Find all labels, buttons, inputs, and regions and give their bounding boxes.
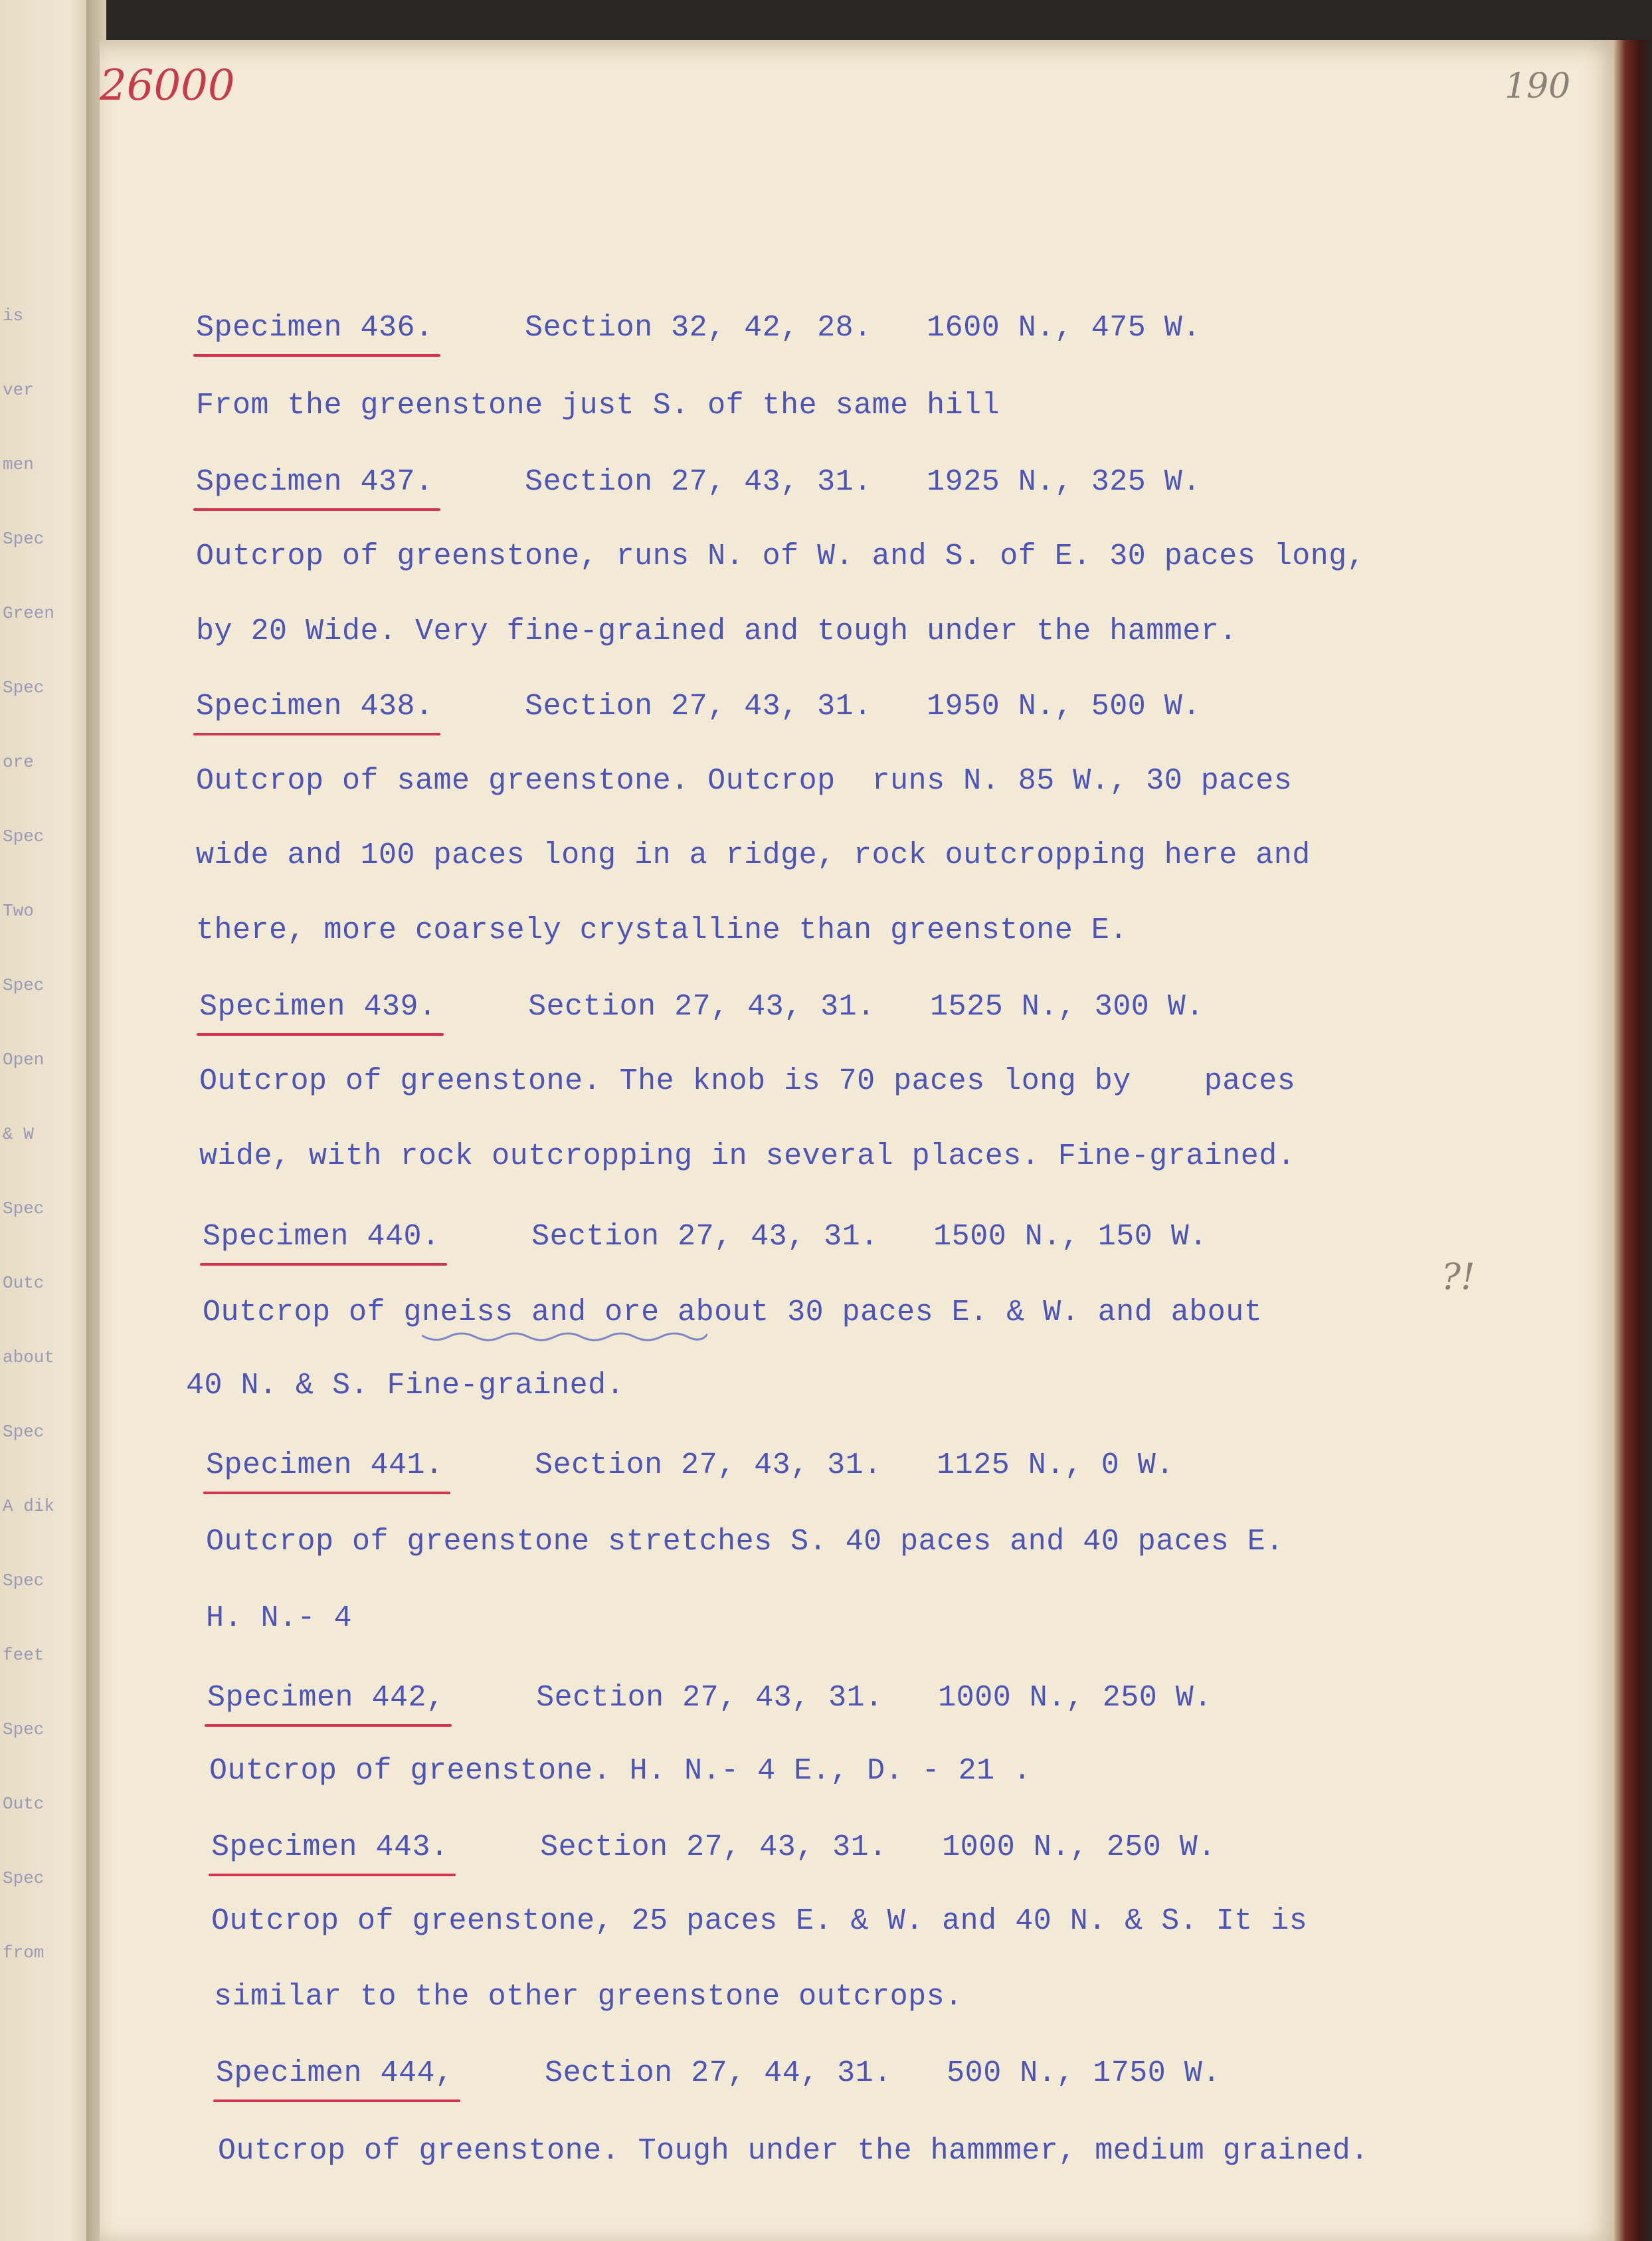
description-line	[199, 1139, 1295, 1173]
description-text: From the greenstone just S. of the same hill	[196, 389, 1000, 423]
section-location: Section 27, 43, 31. 1125 N., 0 W.	[443, 1448, 1174, 1482]
description-text: Outcrop of greenstone. Tough under the hammmer, medium grained.	[218, 2134, 1369, 2168]
description-text: Outcrop of same greenstone. Outcrop runs N. 85 W., 30 paces	[196, 764, 1293, 798]
description-line	[196, 539, 1365, 573]
specimen-label: Specimen 443.	[211, 1830, 449, 1864]
handwritten-top-number: 26000	[100, 61, 235, 110]
description-text: similar to the other greenstone outcrops.	[214, 1980, 963, 2014]
margin-note: ?!	[1441, 1256, 1475, 1298]
description-line	[209, 1754, 1032, 1788]
specimen-header-line	[207, 1681, 1212, 1715]
description-text: 40 N. & S. Fine-grained.	[186, 1369, 625, 1403]
specimen-label: Specimen 444,	[216, 2056, 454, 2090]
left-page-snippet: ver	[3, 380, 34, 400]
description-line	[196, 914, 1128, 947]
left-page-snippet: Green	[3, 603, 55, 623]
specimen-label: Specimen 441.	[206, 1448, 444, 1482]
left-page-snippet: Outc	[3, 1273, 45, 1293]
description-line	[211, 1904, 1307, 1938]
specimen-header-line	[216, 2056, 1221, 2090]
description-line	[186, 1369, 624, 1403]
section-location: Section 27, 43, 31. 1000 N., 250 W.	[444, 1681, 1212, 1715]
specimen-header-line	[196, 690, 1201, 724]
description-line	[196, 838, 1311, 872]
left-page-snippet: Spec	[3, 1422, 45, 1442]
description-line	[203, 1296, 1262, 1329]
description-text: Outcrop of greenstone stretches S. 40 paces and 40 paces E.	[206, 1525, 1284, 1559]
section-location: Section 27, 43, 31. 1950 N., 500 W.	[433, 690, 1201, 724]
description-line	[199, 1064, 1295, 1098]
specimen-label: Specimen 437.	[196, 465, 434, 499]
left-page-snippet: Outc	[3, 1794, 45, 1814]
description-text: Outcrop of greenstone, 25 paces E. & W. and 40 N. & S. It is	[211, 1904, 1308, 1938]
description-text: H. N.- 4	[206, 1601, 353, 1635]
left-page-snippet: Spec	[3, 975, 45, 995]
specimen-label: Specimen 439.	[199, 990, 437, 1024]
specimen-header-line	[196, 465, 1201, 499]
left-page-snippet: A dik	[3, 1496, 55, 1516]
left-page-snippet: & W	[3, 1124, 34, 1144]
section-location: Section 27, 44, 31. 500 N., 1750 W.	[453, 2056, 1221, 2090]
description-line	[196, 615, 1238, 648]
description-text: Outcrop of greenstone, runs N. of W. and S. of E. 30 paces long,	[196, 539, 1366, 573]
section-location: Section 27, 43, 31. 1925 N., 325 W.	[433, 465, 1201, 499]
section-location: Section 27, 43, 31. 1000 N., 250 W.	[448, 1830, 1216, 1864]
left-page-snippet: about	[3, 1347, 55, 1367]
left-page-snippet: Spec	[3, 1199, 45, 1218]
left-page-snippet: is	[3, 306, 24, 326]
left-page-snippet: Spec	[3, 678, 45, 698]
specimen-label: Specimen 436.	[196, 311, 434, 345]
left-page-snippet: Spec	[3, 1719, 45, 1739]
left-page-snippet: Spec	[3, 529, 45, 549]
specimen-label: Specimen 442,	[207, 1681, 445, 1715]
left-page-snippet: Open	[3, 1050, 45, 1070]
left-page-snippet: from	[3, 1943, 45, 1963]
specimen-header-line	[196, 311, 1201, 345]
left-page-snippet: ore	[3, 752, 34, 772]
specimen-header-line	[206, 1448, 1174, 1482]
left-page-text	[3, 306, 82, 2017]
specimen-header-line	[203, 1220, 1208, 1254]
section-location: Section 27, 43, 31. 1525 N., 300 W.	[436, 990, 1204, 1024]
left-page-snippet: feet	[3, 1645, 45, 1665]
left-page-snippet: men	[3, 454, 34, 474]
left-page-snippet: Spec	[3, 827, 45, 846]
specimen-header-line	[199, 990, 1204, 1024]
page-edge-binding	[1614, 40, 1652, 2241]
page-number: 190	[1505, 66, 1571, 106]
left-page-snippet: Spec	[3, 1868, 45, 1888]
description-line	[196, 764, 1292, 798]
description-line	[218, 2134, 1369, 2168]
description-text: wide, with rock outcropping in several places. Fine-grained.	[199, 1139, 1296, 1173]
description-line	[206, 1601, 352, 1635]
left-page-snippet: Two	[3, 901, 34, 921]
specimen-label: Specimen 438.	[196, 690, 434, 724]
left-page-edge	[0, 0, 100, 2241]
description-line	[214, 1980, 963, 2014]
description-text: Outcrop of gneiss and ore about 30 paces E. & W. and about	[203, 1296, 1263, 1329]
section-location: Section 32, 42, 28. 1600 N., 475 W.	[433, 311, 1201, 345]
description-line	[196, 389, 1000, 423]
description-line	[206, 1525, 1284, 1559]
specimen-label: Specimen 440.	[203, 1220, 440, 1254]
description-text: Outcrop of greenstone. The knob is 70 paces long by paces	[199, 1064, 1296, 1098]
description-text: by 20 Wide. Very fine-grained and tough under the hammer.	[196, 615, 1238, 648]
description-text: there, more coarsely crystalline than greenstone E.	[196, 914, 1128, 947]
left-page-snippet: Spec	[3, 1571, 45, 1591]
wavy-underline	[422, 1330, 707, 1345]
specimen-header-line	[211, 1830, 1216, 1864]
description-text: wide and 100 paces long in a ridge, rock outcropping here and	[196, 838, 1311, 872]
description-text: Outcrop of greenstone. H. N.- 4 E., D. - 21 .	[209, 1754, 1032, 1788]
section-location: Section 27, 43, 31. 1500 N., 150 W.	[440, 1220, 1208, 1254]
